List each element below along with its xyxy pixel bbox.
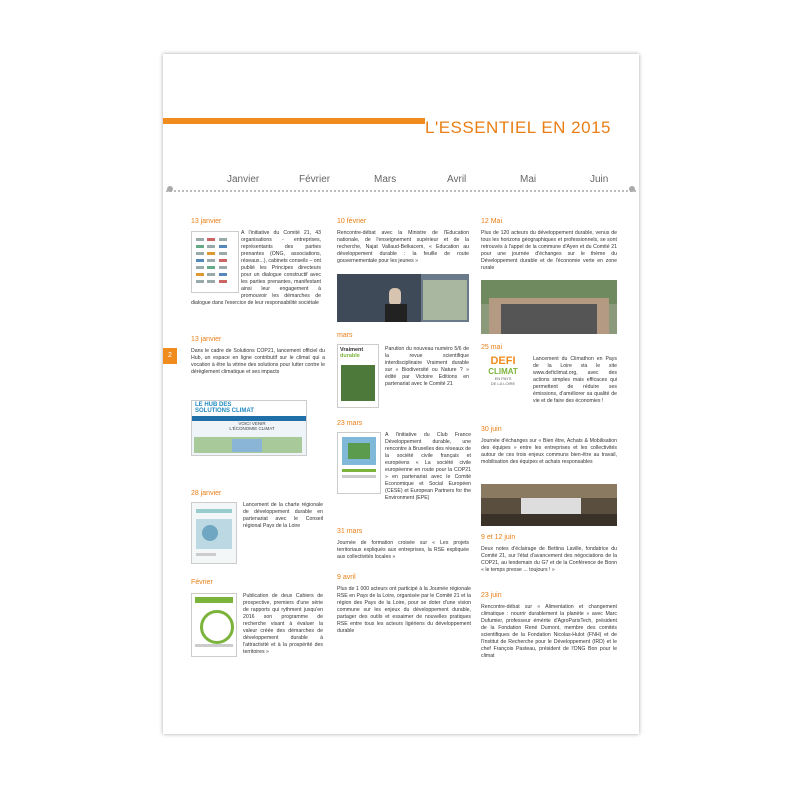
entry-text: À l'initiative du Club France Développement durable, une rencontre à Bruxelles des réseaux de la société civile français et européens « La société civile européenne en route pour la COP21 » en partenariat avec le Comité Economique et Social Européen (CESE) et European Partners for the Environment (EPE) [385,432,471,501]
magazine-cover-image [337,344,379,408]
timeline-dot [629,186,635,192]
entry-text: Lancement du Climathon en Pays de la Loire via le site www.deficlimat.org, avec des actions simples mais efficaces qui permettent de réduire ses émissions, d'améliorer sa qualité de vie et de faire des économies ! [533,356,617,404]
region-line1: EN PAYS [494,376,512,381]
entry-text: Lancement de la charte régionale de développement durable en partenariat avec le Conseil régional Pays de la Loire [243,502,323,529]
entry-text: Parution du nouveau numéro 5/6 de la revue scientifique interdisciplinaire Vraiment durable sur « Biodiversité ou Nature ? » édité par Victoire Editions en partenariat avec le Comité 21 [385,346,469,387]
timeline-line [166,190,636,192]
timeline-dot [167,186,173,192]
hub-slogan2: L'ÉCONOMIE CLIMAT [229,426,275,431]
entry-text: Plus de 1 000 acteurs ont participé à la Journée régionale RSE en Pays de la Loire, organisée par le Comité 21 et la région des Pays de la Loire, pour se doter d'une vision commune sur les enjeux du développement durable, partager des outils et essaimer de nouvelles pratiques RSE entre tous les acteurs ligériens du développement durable [337,586,471,634]
entry-date: 23 juin [481,592,502,599]
hub-website-image [191,400,307,456]
entry-date: 9 et 12 juin [481,534,516,541]
month-label: Mai [520,174,537,185]
entry-text: Rencontre-débat avec la Ministre de l'Education nationale, de l'enseignement supérieur et de la recherche, Najat Vallaud-Belkacem, « Education au développement durable : la feuille de route gouvernementale pour les jeunes » [337,230,469,264]
defi-climat-logo [481,356,525,400]
entry-text: Journée d'échanges sur « Bien être, Achats & Mobilisation des équipes » entre les entreprises et les collectivités autour de ces trois enjeux communs bien-être au travail, mobilisation des équipes et achats responsables [481,438,617,465]
entry-date: 25 mai [481,344,503,351]
charter-document-image [191,502,237,564]
entry-text: Dans le cadre de Solutions COP21, lancement officiel du Hub, un espace en ligne contributif sur le climat qui a vocation à être la vitrine des solutions pour lutter contre le dérèglement climatique et ses impacts [191,348,325,375]
magazine-title1: Vraiment [340,347,364,353]
entry-date: 23 mars [337,420,363,427]
entry-date: 12 Mai [481,218,503,225]
entry-date: Février [191,579,213,586]
region-line2: DE LA LOIRE [490,381,516,386]
defi-word: DEFI [490,356,516,367]
entry-date: 13 janvier [191,336,222,343]
entry-text: Rencontre-débat sur « Alimentation et changement climatique : nourrir durablement la planète » avec Marc Dufumier, professeur émérite d'AgroParisTech, président de la Fondation René Dumont, membre des comités scientifiques de la Fondation Nicolas-Hulot (FNH) et de l'Institut de Recherche pour le Développement (IRD) et le chef François Pasteau, président de l'ONG Bon pour le climat [481,604,617,659]
document-page [163,54,639,734]
entry-date: mars [337,332,353,339]
group-photo [481,280,617,334]
entry-text: Plus de 120 acteurs du développement durable, venus de tous les horizons géographiques et professionnels, se sont retrouvés à l'appel de la commune d'Ayen et du Comité 21 pour une journée d'échanges sur le thème du Développement durable et de l'économie verte en zone rurale [481,230,617,271]
entry-date: 30 juin [481,426,502,433]
page-title: L'ESSENTIEL EN 2015 [425,118,611,137]
month-label: Juin [590,174,609,185]
entry-date: 9 avril [337,574,356,581]
entry-date: 13 janvier [191,218,222,225]
entry-date: 10 février [337,218,367,225]
entry-text: À l'initiative du Comité 21, 43 organisations - entreprises, représentants des parties prenantes (ONG, associations, réseaux...), cabinets conseils – ont publié les Principes directeurs pour un dialogue constructif avec les parties prenantes, manifestant ainsi leur engagement à promouvoir les démarches de dialogue dans l'exercice de leur responsabilité sociétale [191,230,321,306]
climat-word: CLIMAT [488,367,518,376]
entry-date: 28 janvier [191,490,222,497]
month-label: Mars [374,174,397,185]
entry-text: Publication de deux Cahiers de prospective, premiers d'une série de rapports qui rythment jusqu'en 2016 son programme de recherche visant à évaluer la valeur créée des démarches de développement durable à l'attractivité et à la prospérité des territoires » [243,593,323,655]
entry-text: Journée de formation croisée sur « Les projets territoriaux expliqués aux entreprises, la RSE expliquée aux collectivités locales » [337,540,469,560]
prospective-cover-image [191,593,237,657]
hub-slogan1: VOICI VENIR [238,421,266,426]
month-label: Avril [447,174,467,185]
hub-line2: SOLUTIONS CLIMAT [195,408,254,414]
meeting-photo [481,484,617,526]
month-label: Février [299,174,331,185]
hub-line1: LE HUB DES [195,402,232,408]
entry-text: Deux notes d'éclairage de Bettina Laville, fondatrice du Comité 21, sur l'état d'avancement des négociations de la COP21, au lendemain du G7 et de la Conférence de Bonn « le temps presse ... toujours ! » [481,546,617,573]
entry-date: 31 mars [337,528,363,535]
header-bar [163,118,425,124]
month-label: Janvier [227,174,260,185]
magazine-title2: durable [340,353,360,359]
page-number: 2 [163,348,177,364]
conference-photo [337,274,469,322]
